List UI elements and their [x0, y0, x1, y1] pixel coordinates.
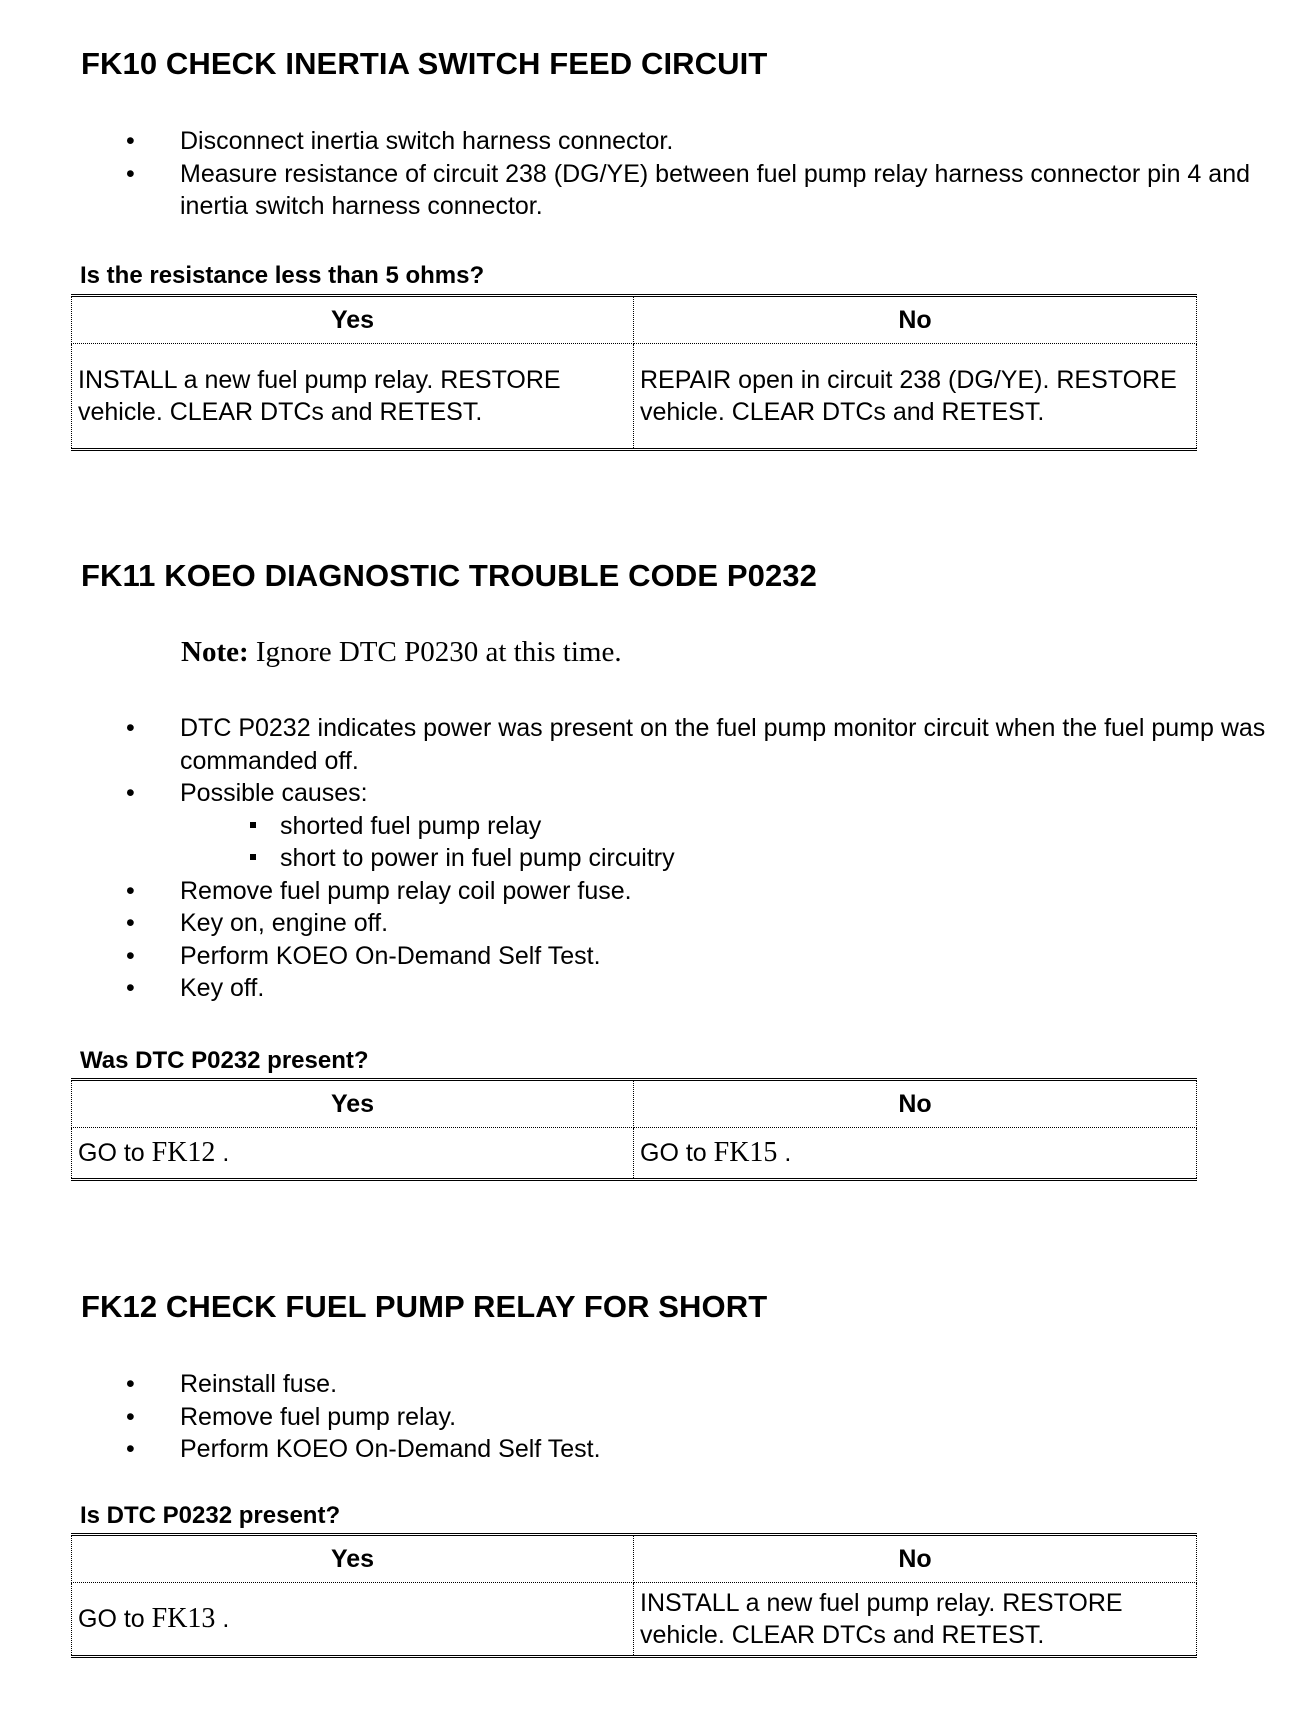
- bullet-icon: •: [126, 1435, 135, 1463]
- bullet-icon: •: [126, 909, 135, 937]
- bullet-icon: •: [126, 1370, 135, 1398]
- square-bullet-icon: [250, 854, 256, 860]
- bullet-icon: •: [126, 974, 135, 1002]
- square-bullet-icon: [250, 822, 256, 828]
- no-cell: INSTALL a new fuel pump relay. RESTORE vehicle. CLEAR DTCs and RETEST.: [634, 1583, 1197, 1657]
- note-text: Ignore DTC P0230 at this time.: [255, 636, 622, 668]
- go-to-label: GO to: [640, 1139, 707, 1167]
- sub-list-item: short to power in fuel pump circuitry: [180, 842, 1280, 875]
- no-header: No: [634, 1535, 1197, 1583]
- list-item: • Disconnect inertia switch harness connector.: [0, 125, 1300, 158]
- list-item: • Remove fuel pump relay.: [0, 1401, 1300, 1434]
- section-heading-fk10: FK10 CHECK INERTIA SWITCH FEED CIRCUIT: [81, 46, 768, 81]
- bullet-icon: •: [126, 941, 135, 970]
- bullet-icon: •: [126, 159, 135, 188]
- no-cell: REPAIR open in circuit 238 (DG/YE). RESTORE vehicle. CLEAR DTCs and RETEST.: [634, 344, 1197, 450]
- note: [181, 635, 622, 669]
- bullet-list-fk11: [0, 712, 1300, 1005]
- yes-cell: GO to FK13 .: [72, 1583, 634, 1657]
- bullet-list-fk10: [0, 125, 1300, 223]
- no-header: No: [634, 1080, 1197, 1128]
- list-item: • Measure resistance of circuit 238 (DG/YE) between fuel pump relay harness connector pin 4 and inertia switch harness connector.: [126, 159, 1250, 220]
- list-item: • Perform KOEO On-Demand Self Test.: [0, 940, 1300, 973]
- list-item: • Reinstall fuse.: [0, 1368, 1300, 1401]
- go-to-label: GO to: [78, 1605, 145, 1633]
- question-fk12: Is DTC P0232 present?: [80, 1502, 341, 1529]
- section-heading-fk12: FK12 CHECK FUEL PUMP RELAY FOR SHORT: [81, 1289, 768, 1324]
- no-cell: GO to FK15 .: [634, 1128, 1197, 1180]
- yes-cell: INSTALL a new fuel pump relay. RESTORE vehicle. CLEAR DTCs and RETEST.: [72, 344, 634, 450]
- step-link-fk12[interactable]: FK12: [151, 1137, 216, 1168]
- list-item: • Remove fuel pump relay coil power fuse.: [0, 875, 1300, 908]
- bullet-icon: •: [126, 876, 135, 905]
- question-fk10: Is the resistance less than 5 ohms?: [80, 262, 485, 289]
- result-table-fk10: [71, 294, 1197, 451]
- list-item: • Key off.: [0, 972, 1300, 1005]
- step-link-fk15[interactable]: FK15: [713, 1137, 778, 1168]
- result-table-fk11: [71, 1078, 1197, 1181]
- no-header: No: [634, 296, 1197, 344]
- note-label: Note:: [181, 636, 249, 668]
- bullet-icon: •: [126, 714, 135, 742]
- list-item: • Key on, engine off.: [0, 907, 1300, 940]
- sub-bullet-list: [180, 810, 1280, 875]
- question-fk11: Was DTC P0232 present?: [80, 1047, 369, 1074]
- result-table-fk12: [71, 1533, 1197, 1658]
- bullet-icon: •: [126, 1402, 135, 1431]
- yes-cell: GO to FK12 .: [72, 1128, 634, 1180]
- bullet-icon: •: [126, 779, 135, 807]
- list-item: • Perform KOEO On-Demand Self Test.: [0, 1433, 1300, 1466]
- bullet-icon: •: [126, 127, 135, 155]
- bullet-list-fk12: [0, 1368, 1300, 1466]
- list-item: • Possible causes: shorted fuel pump relay short to power in fuel pump circuitry: [0, 777, 1300, 875]
- yes-header: Yes: [72, 1535, 634, 1583]
- yes-header: Yes: [72, 296, 634, 344]
- list-item: • DTC P0232 indicates power was present on the fuel pump monitor circuit when the fuel pump was commanded off.: [126, 714, 1266, 775]
- step-link-fk13[interactable]: FK13: [151, 1603, 216, 1634]
- go-to-label: GO to: [78, 1139, 145, 1167]
- sub-list-item: shorted fuel pump relay: [180, 810, 1280, 843]
- yes-header: Yes: [72, 1080, 634, 1128]
- section-heading-fk11: FK11 KOEO DIAGNOSTIC TROUBLE CODE P0232: [81, 558, 817, 593]
